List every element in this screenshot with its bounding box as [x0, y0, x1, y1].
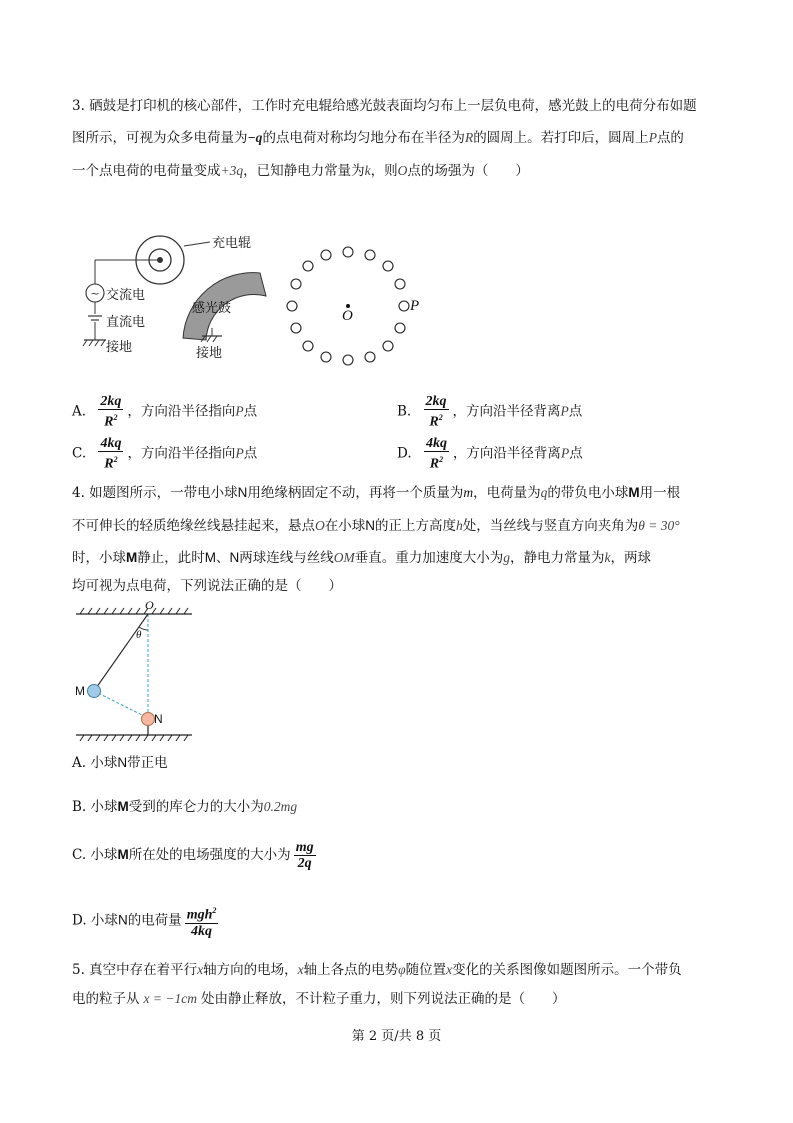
q4-line-2: 不可伸长的轻质绝缘丝线悬挂起来，悬点O在小球N的正上方高度h处，当丝线与竖直方向夹角为θ = 30°	[72, 518, 680, 534]
q5-line-2: 电的粒子从 x = −1cm 处由静止释放，不计粒子重力，则下列说法正确的是（ ）	[72, 991, 566, 1007]
charge-dot	[383, 341, 393, 351]
label-O: O	[342, 308, 353, 324]
q3-option-c[interactable]: C. $\frac{4kq}{R^2}$ ，方向沿半径指向P点	[72, 436, 258, 472]
fig4-label-O: O	[145, 598, 154, 612]
fig4-label-theta: θ	[136, 629, 142, 641]
ball-N	[142, 713, 155, 726]
q4-option-a[interactable]: A. 小球N带正电	[72, 755, 168, 771]
q3-option-a[interactable]: A. $\frac{2kq}{R^2}$ ，方向沿半径指向P点	[72, 394, 258, 430]
q3-line-2: 图所示，可视为众多电荷量为−q的点电荷对称均匀地分布在半径为R的圆周上。若打印后，圆周上P点的	[72, 130, 684, 146]
q4-line-4: 均可视为点电荷，下列说法正确的是（ ）	[72, 578, 342, 594]
ball-M	[88, 685, 101, 698]
q4-option-c[interactable]: C. 小球M所在处的电场强度的大小为 $\frac{mg}{2q}$	[72, 840, 314, 871]
q4-figure	[70, 600, 200, 745]
page-footer: 第 2 页/共 8 页	[351, 1029, 442, 1044]
q4-option-d[interactable]: D. 小球N的电荷量 $\frac{mgh^2}{4kq}$	[72, 903, 218, 939]
svg-text:~: ~	[90, 287, 100, 300]
charge-dot	[291, 279, 301, 289]
q3-line-1: 3. 硒鼓是打印机的核心部件，工作时充电辊给感光鼓表面均匀布上一层负电荷，感光鼓上的电荷分布如题	[72, 98, 697, 114]
label-P: P	[410, 298, 420, 314]
charge-dot	[291, 323, 301, 333]
q3-option-b[interactable]: B. $\frac{2kq}{R^2}$ ，方向沿半径背离P点	[397, 394, 583, 430]
charge-dot	[303, 341, 313, 351]
charge-dot-P	[399, 301, 409, 311]
charge-dot	[287, 301, 297, 311]
charge-dot	[321, 250, 331, 260]
fig4-label-M: M	[75, 684, 85, 698]
q5-line-1: 5. 真空中存在着平行x轴方向的电场，x轴上各点的电势φ随位置x变化的关系图像如题图所示。一个带负	[72, 962, 682, 978]
thread-OM	[94, 614, 148, 691]
q4-line-1: 4. 如题图所示，一带电小球N用绝缘柄固定不动，再将一个质量为m，电荷量为q的带负电小球M用一根	[72, 485, 681, 501]
label-charge-roller: 充电辊	[212, 236, 252, 251]
q4-line-3: 时，小球M静止，此时M、N两球连线与丝线OM垂直。重力加速度大小为g，静电力常量为k，两球	[72, 550, 651, 566]
charge-dot	[395, 323, 405, 333]
charge-dot	[343, 247, 353, 257]
label-ground-drum: 接地	[196, 346, 223, 361]
charge-dot	[383, 261, 393, 271]
label-ground-left: 接地	[106, 340, 133, 355]
charge-dot	[365, 250, 375, 260]
charge-dot	[395, 279, 405, 289]
q4-option-b[interactable]: B. 小球M受到的库仑力的大小为0.2mg	[72, 799, 298, 815]
label-drum: 感光鼓	[192, 301, 232, 316]
q3-option-d[interactable]: D. $\frac{4kq}{R^2}$ ，方向沿半径背离P点	[397, 436, 583, 472]
charge-dot	[321, 352, 331, 362]
label-ac: 交流电	[106, 288, 146, 303]
charge-dot	[303, 261, 313, 271]
q3-line-3: 一个点电荷的电荷量变成+3q，已知静电力常量为k，则O点的场强为（ ）	[72, 163, 529, 179]
fig4-label-N: N	[154, 712, 163, 726]
charge-dot	[343, 355, 353, 365]
line-MN	[94, 691, 148, 718]
charge-dot	[365, 352, 375, 362]
label-dc: 直流电	[106, 315, 146, 330]
